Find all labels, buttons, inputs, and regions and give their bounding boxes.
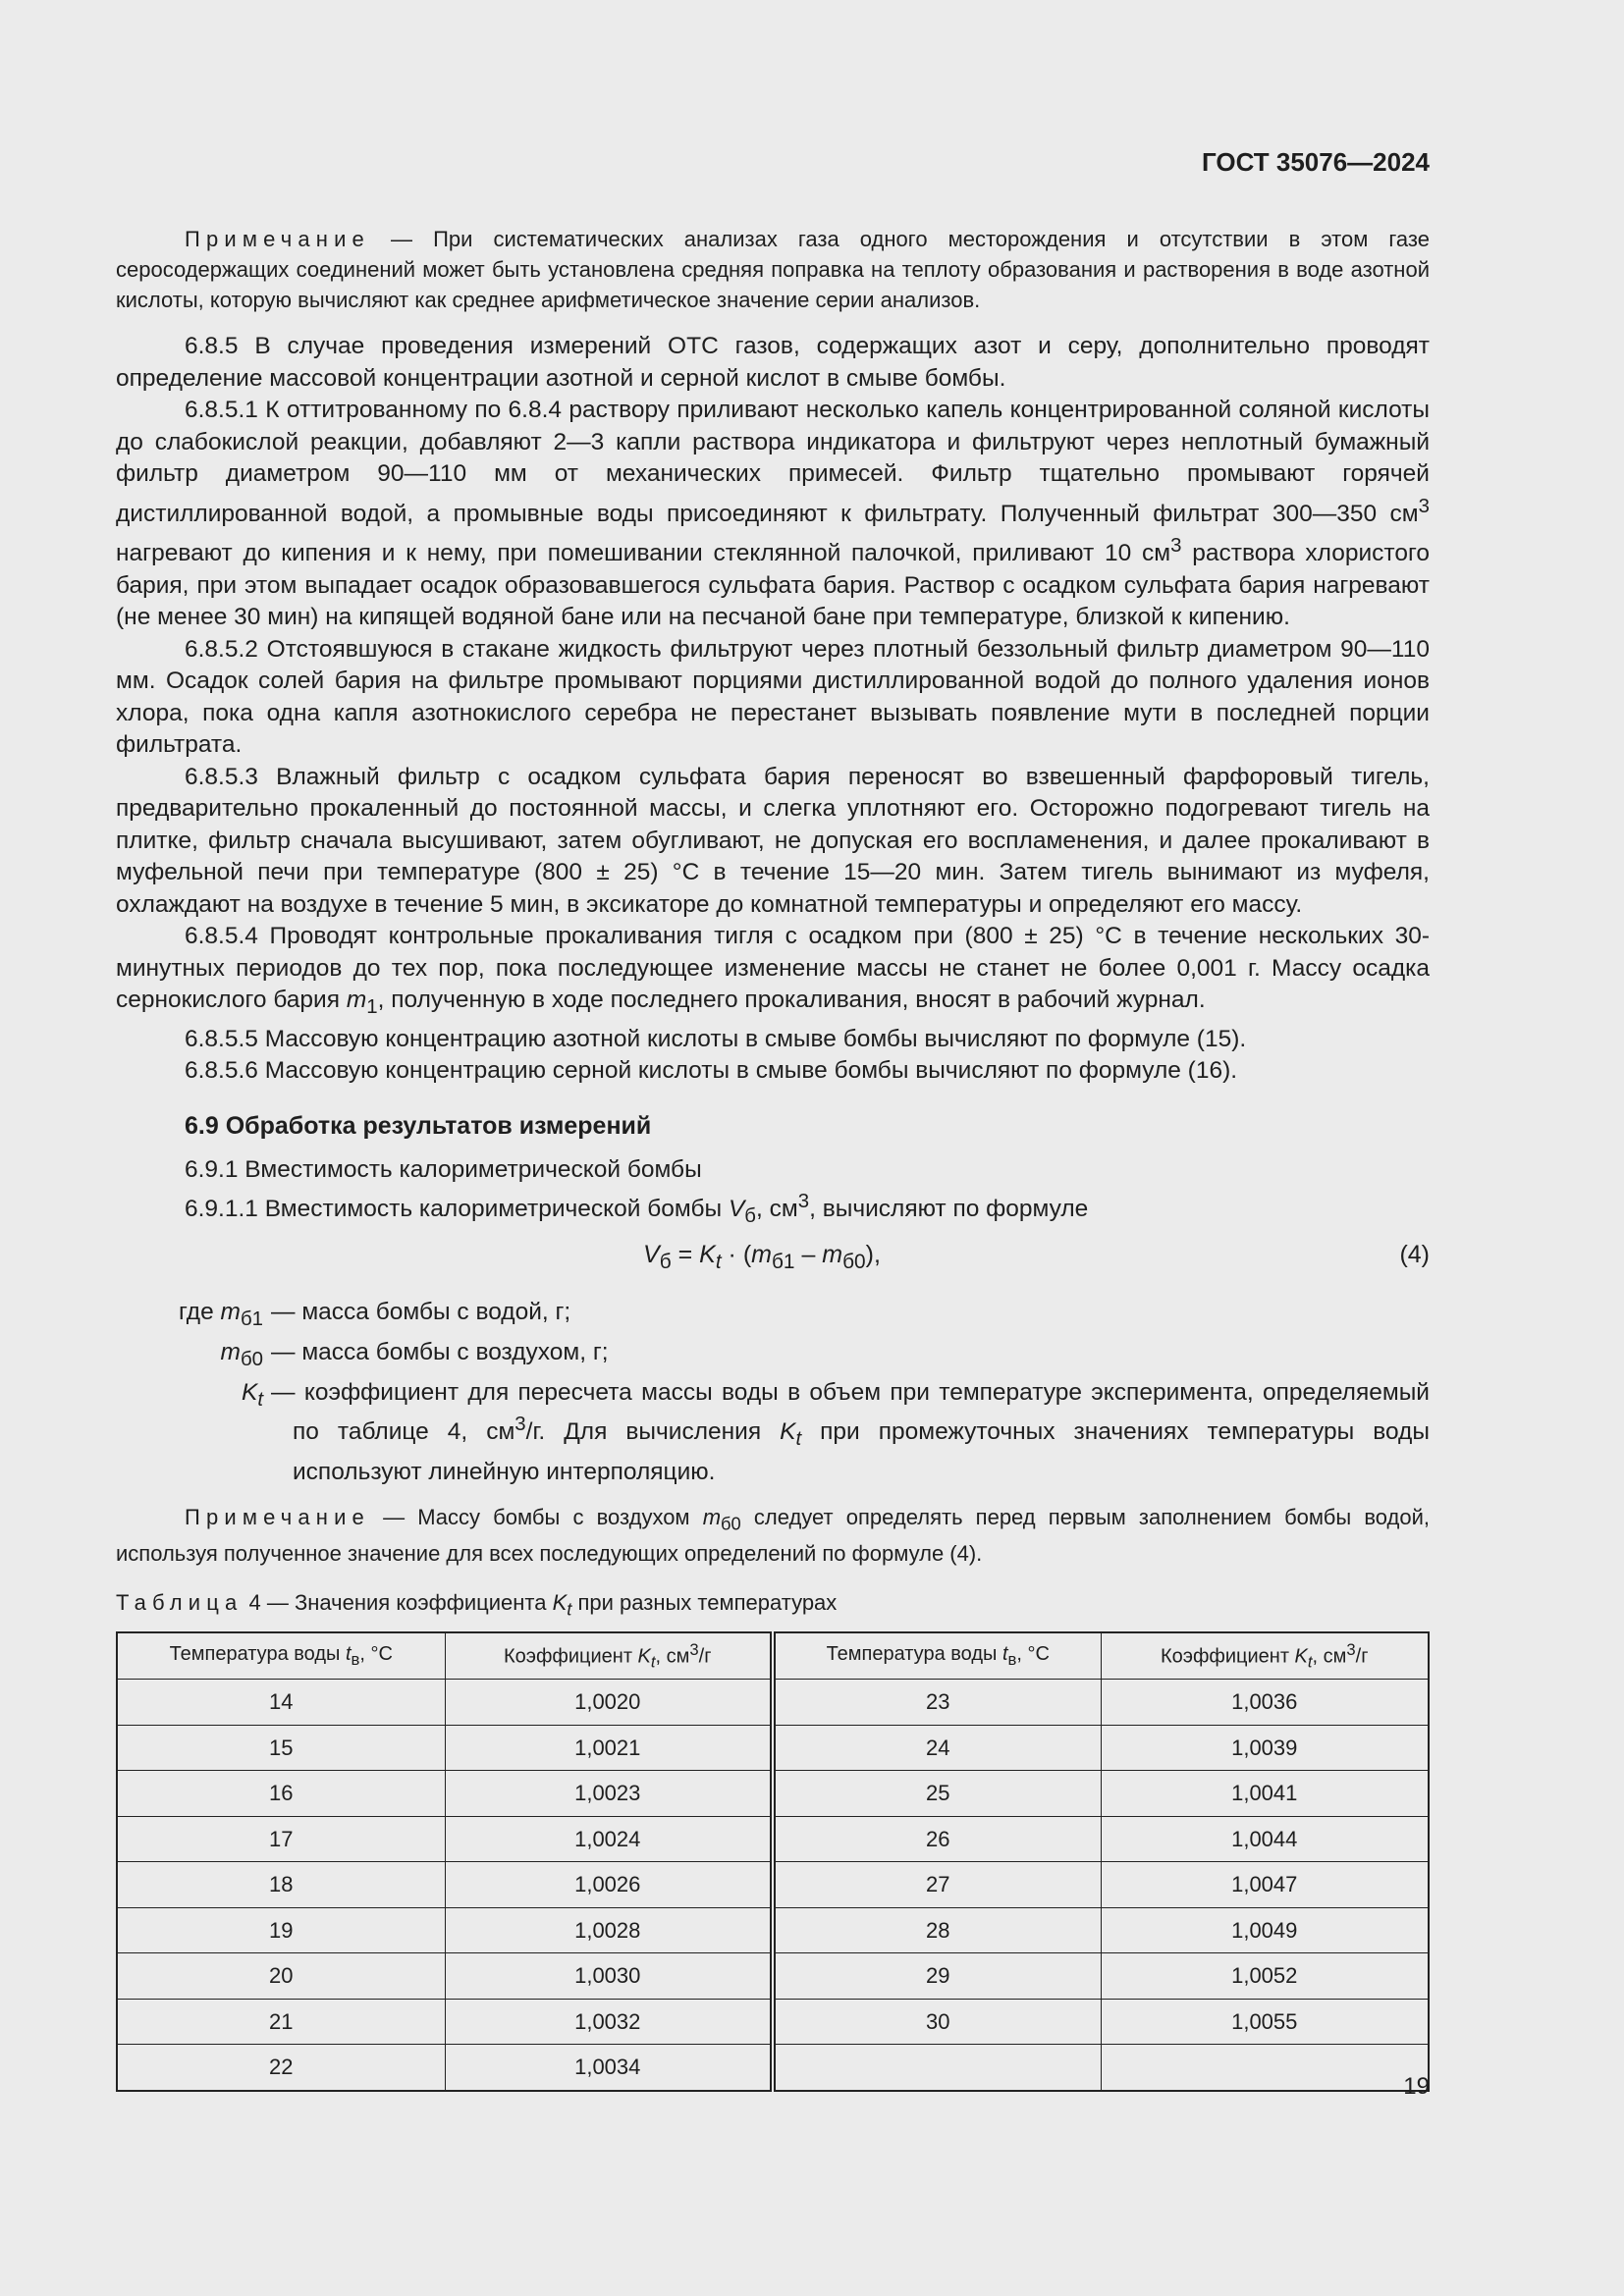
- subscript: б: [744, 1205, 756, 1228]
- subscript: t: [795, 1427, 802, 1450]
- column-header-temperature: [773, 1632, 1101, 1680]
- table-row: [117, 1680, 1429, 1726]
- text-span: , °С: [359, 1642, 393, 1665]
- subscript: t: [650, 1652, 656, 1672]
- page-body: [116, 224, 1430, 2092]
- cell-coefficient: 1,0041: [1101, 1771, 1429, 1817]
- text-span: , °С: [1016, 1642, 1050, 1665]
- table-caption: [116, 1590, 1430, 1620]
- cell-temperature: 27: [773, 1862, 1101, 1908]
- formula-expression: [643, 1241, 881, 1274]
- variable: m: [220, 1298, 241, 1325]
- text-span: /г: [698, 1645, 712, 1668]
- cell-coefficient: 1,0028: [445, 1907, 773, 1953]
- subscript: б0: [721, 1512, 741, 1533]
- cell-temperature: 17: [117, 1816, 445, 1862]
- text-span: раствора хлористого бария, при этом выпадает осадок образовавшегося сульфата бария. Раствор с осадком сульфата бария нагревают (не менее 30 мин) на кипящей водяной бане или на песчаной бане при температуре, близкой к кипению.: [116, 540, 1430, 631]
- cell-coefficient: 1,0036: [1101, 1680, 1429, 1726]
- note-1: [116, 224, 1430, 315]
- definition-desc: [263, 1336, 1430, 1376]
- table-row: [117, 1862, 1429, 1908]
- cell-coefficient: 1,0032: [445, 1999, 773, 2045]
- subscript: б1: [240, 1308, 263, 1330]
- variable: m: [220, 1338, 241, 1365]
- cell-coefficient: 1,0020: [445, 1680, 773, 1726]
- document-header: ГОСТ 35076—2024: [1202, 147, 1430, 177]
- cell-temperature: 25: [773, 1771, 1101, 1817]
- cell-temperature: 24: [773, 1725, 1101, 1771]
- variable: K: [1294, 1645, 1308, 1668]
- text-span: масса бомбы с водой, г;: [301, 1298, 571, 1325]
- cell-coefficient: 1,0034: [445, 2045, 773, 2091]
- subscript: б: [659, 1250, 672, 1273]
- cell-temperature: 20: [117, 1953, 445, 2000]
- definition-term: [116, 1376, 263, 1488]
- cell-coefficient: 1,0052: [1101, 1953, 1429, 2000]
- text-span: , см: [756, 1196, 798, 1223]
- paragraph-6-8-5-5: 6.8.5.5 Массовую концентрацию азотной кислоты в смыве бомбы вычисляют по формуле (15).: [185, 1025, 1247, 1052]
- definition-item: [116, 1336, 1430, 1376]
- text-span: при промежуточных значениях температуры воды используют линейную интерполяцию.: [293, 1417, 1430, 1485]
- variable: m: [346, 987, 367, 1014]
- text-span: , полученную в ходе последнего прокаливания, вносят в рабочий журнал.: [377, 987, 1206, 1014]
- note-label: Примечание: [185, 1504, 370, 1529]
- cell-coefficient: 1,0021: [445, 1725, 773, 1771]
- note-text: — При систематических анализах газа одного месторождения и отсутствии в этом газе серосодержащих соединений может быть установлена средняя поправка на теплоту образования и растворения в воде азотной кислоты, которую вычисляют как среднее арифметическое значение серии анализов.: [116, 227, 1430, 312]
- subscript: t: [715, 1250, 722, 1273]
- cell-temperature: 28: [773, 1907, 1101, 1953]
- note-2: [116, 1502, 1430, 1569]
- table-header-row: [117, 1632, 1429, 1680]
- paragraph-6-8-5-2: 6.8.5.2 Отстоявшуюся в стакане жидкость фильтруют через плотный беззольный фильтр диаметром 90—110 мм. Осадок солей бария на фильтре промывают порциями дистиллированной водой до полного удаления ионов хлора, пока одна капля азотнокислого серебра не перестанет вызывать появление мути в последней порции фильтрата.: [116, 635, 1430, 759]
- table-row: [117, 1816, 1429, 1862]
- cell-coefficient: 1,0024: [445, 1816, 773, 1862]
- cell-temperature: 15: [117, 1725, 445, 1771]
- page-number: 19: [1403, 2073, 1430, 2100]
- variable: K: [780, 1417, 796, 1445]
- table-caption-label: Таблица: [116, 1589, 244, 1615]
- superscript: 3: [1346, 1640, 1356, 1660]
- text-span: · (: [721, 1240, 752, 1268]
- cell-coefficient: 1,0055: [1101, 1999, 1429, 2045]
- cell-temperature: 26: [773, 1816, 1101, 1862]
- variable: K: [552, 1589, 568, 1615]
- cell-coefficient: 1,0047: [1101, 1862, 1429, 1908]
- section-heading: 6.9 Обработка результатов измерений: [185, 1111, 652, 1140]
- text-span: Температура воды: [826, 1642, 1002, 1665]
- text-span: Температура воды: [169, 1642, 346, 1665]
- text-span: =: [671, 1240, 700, 1268]
- text-span: —: [271, 1338, 302, 1365]
- table-row: [117, 1907, 1429, 1953]
- text-span: ),: [865, 1240, 881, 1268]
- paragraph-6-8-5-4: [116, 921, 1430, 1023]
- subscript: б1: [771, 1250, 795, 1273]
- cell-temperature: 16: [117, 1771, 445, 1817]
- coefficient-table: [116, 1631, 1430, 2092]
- cell-temperature: 14: [117, 1680, 445, 1726]
- cell-coefficient: 1,0030: [445, 1953, 773, 2000]
- paragraph-6-8-5-3: 6.8.5.3 Влажный фильтр с осадком сульфата бария переносят во взвешенный фарфоровый тигель, предварительно прокаленный до постоянной массы, и слегка уплотняют его. Осторожно подогревают тигель на плитке, фильтр сначала высушивают, затем обугливают, не допуская его воспламенения, и далее прокаливают в муфельной печи при температуре (800 ± 25) °С в течение 15—20 мин. Затем тигель вынимают из муфеля, охлаждают на воздухе в течение 5 мин, в эксикаторе до комнатной температуры и определяют его массу.: [116, 763, 1430, 918]
- table-row: [117, 1999, 1429, 2045]
- variable: K: [699, 1240, 716, 1268]
- text-span: Коэффициент: [1160, 1645, 1295, 1668]
- cell-temperature: 29: [773, 1953, 1101, 2000]
- definition-item: [116, 1296, 1430, 1336]
- cell-temperature: 21: [117, 1999, 445, 2045]
- subscript: 1: [366, 996, 378, 1019]
- subscript: t: [567, 1598, 572, 1620]
- cell-coefficient: 1,0049: [1101, 1907, 1429, 1953]
- text-span: 6.8.5.4 Проводят контрольные прокаливания тигля с осадком при (800 ± 25) °С в течение нескольких 30-минутных периодов до тех пор, пока последующее изменение массы не станет не более 0,001 г. Массу осадка сернокислого бария: [116, 923, 1430, 1014]
- text-span: при разных температурах: [571, 1589, 838, 1615]
- text-span: коэффициент для пересчета массы воды в объем при температуре эксперимента, определяемый по таблице 4, см: [293, 1378, 1430, 1445]
- text-span: /г: [1355, 1645, 1369, 1668]
- superscript: 3: [689, 1640, 699, 1660]
- definition-desc: [263, 1296, 1430, 1336]
- variable: t: [1001, 1642, 1008, 1665]
- paragraph-6-9-1-1: [116, 1186, 1430, 1233]
- cell-coefficient: 1,0026: [445, 1862, 773, 1908]
- text-span: нагревают до кипения и к нему, при помешивании стеклянной палочкой, приливают 10 см: [116, 540, 1171, 567]
- variable: t: [345, 1642, 352, 1665]
- subscript: t: [1307, 1652, 1313, 1672]
- text-span: 4 — Значения коэффициента: [243, 1589, 553, 1615]
- table-row: [117, 1771, 1429, 1817]
- variable: V: [643, 1240, 660, 1268]
- note-label: Примечание: [185, 227, 370, 251]
- cell-temperature: 19: [117, 1907, 445, 1953]
- cell-temperature: 30: [773, 1999, 1101, 2045]
- text-span: масса бомбы с воздухом, г;: [301, 1338, 609, 1365]
- column-header-coefficient: [445, 1632, 773, 1680]
- text-span: , см: [655, 1645, 690, 1668]
- variable: K: [241, 1378, 258, 1406]
- definition-term: [116, 1336, 263, 1376]
- text-span: где: [178, 1298, 221, 1325]
- subscript: t: [257, 1388, 263, 1411]
- paragraph-6-8-5: 6.8.5 В случае проведения измерений ОТС газов, содержащих азот и серу, дополнительно проводят определение массовой концентрации азотной и серной кислот в смыве бомбы.: [116, 333, 1430, 392]
- superscript: 3: [1170, 535, 1182, 558]
- text-span: , вычисляют по формуле: [809, 1196, 1089, 1223]
- cell-temperature: 22: [117, 2045, 445, 2091]
- paragraph-6-9-1: 6.9.1 Вместимость калориметрической бомбы: [185, 1155, 702, 1183]
- superscript: 3: [797, 1191, 810, 1213]
- cell-coefficient: 1,0039: [1101, 1725, 1429, 1771]
- text-span: 6.8.5.1 К оттитрованному по 6.8.4 раствору приливают несколько капель концентрированной соляной кислоты до слабокислой реакции, добавляют 2—3 капли раствора индикатора и фильтруют через неплотный бумажный фильтр диаметром 90—110 мм от механических примесей. Фильтр тщательно промывают горячей дистиллированной водой, а промывные воды присоединяют к фильтрату. Полученный фильтрат 300—350 см: [116, 397, 1430, 527]
- text-span: —: [271, 1298, 302, 1325]
- variable: m: [702, 1504, 722, 1529]
- variable: m: [822, 1240, 843, 1268]
- superscript: 3: [1418, 495, 1430, 517]
- text-span: Коэффициент: [503, 1645, 638, 1668]
- text-span: — Массу бомбы с воздухом: [369, 1504, 703, 1529]
- definition-desc: [263, 1376, 1430, 1488]
- table-row: [117, 1725, 1429, 1771]
- cell-coefficient: [1101, 2045, 1429, 2091]
- variable: K: [637, 1645, 651, 1668]
- cell-temperature: [773, 2045, 1101, 2091]
- cell-coefficient: 1,0023: [445, 1771, 773, 1817]
- definitions-list: [116, 1296, 1430, 1488]
- subscript: б0: [240, 1348, 263, 1370]
- text-span: 6.9.1.1 Вместимость калориметрической бомбы: [185, 1196, 729, 1223]
- paragraph-6-8-5-6: 6.8.5.6 Массовую концентрацию серной кислоты в смыве бомбы вычисляют по формуле (16).: [185, 1057, 1238, 1085]
- text-span: /г. Для вычисления: [525, 1417, 781, 1445]
- cell-temperature: 23: [773, 1680, 1101, 1726]
- subscript: б0: [842, 1250, 866, 1273]
- formula-number: (4): [1399, 1240, 1430, 1268]
- cell-coefficient: 1,0044: [1101, 1816, 1429, 1862]
- column-header-temperature: [117, 1632, 445, 1680]
- subscript: в: [351, 1649, 360, 1669]
- superscript: 3: [514, 1413, 526, 1435]
- definition-item: [116, 1376, 1430, 1488]
- definition-term: [116, 1296, 263, 1336]
- column-header-coefficient: [1101, 1632, 1429, 1680]
- text-span: –: [794, 1240, 823, 1268]
- paragraph-6-8-5-1: [116, 395, 1430, 634]
- table-row: [117, 1953, 1429, 2000]
- subscript: в: [1007, 1649, 1017, 1669]
- variable: V: [728, 1196, 745, 1223]
- text-span: —: [271, 1378, 304, 1406]
- variable: m: [751, 1240, 772, 1268]
- cell-temperature: 18: [117, 1862, 445, 1908]
- formula-4: [116, 1241, 1430, 1280]
- table-row: [117, 2045, 1429, 2091]
- text-span: , см: [1312, 1645, 1347, 1668]
- text-span: следует определять перед первым заполнением бомбы водой, используя полученное значение для всех последующих определений по формуле (4).: [116, 1504, 1431, 1566]
